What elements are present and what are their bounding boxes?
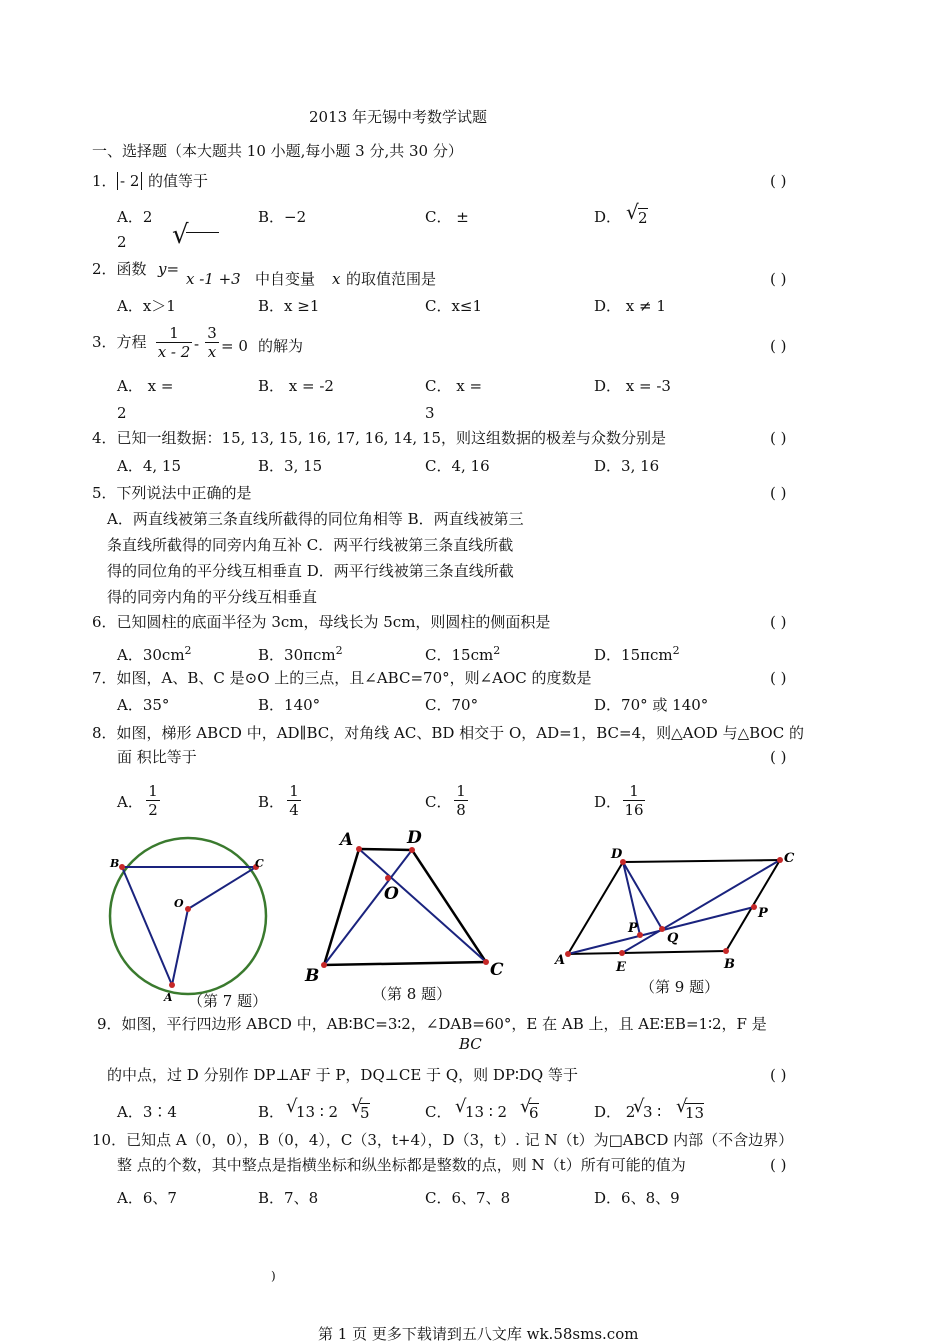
- q8-option-b-fraction: $\frac{1}{4}$: [287, 782, 301, 819]
- q8-text-2: 面 积比等于: [117, 748, 197, 766]
- q9-text-2: 的中点，过 D 分别作 DP⊥AF 于 P，DQ⊥CE 于 Q，则 DP∶DQ 等于: [107, 1066, 579, 1084]
- q3-option-c-value: 3: [425, 404, 435, 422]
- q8-option-c: C．: [425, 793, 452, 811]
- q2-option-b: B．x ≥1: [258, 297, 320, 315]
- fig9-label-d: D: [611, 847, 623, 862]
- q4-option-c: C．4, 16: [425, 457, 490, 475]
- q2-variable: x: [332, 270, 341, 288]
- q5-text: 5．下列说法中正确的是: [92, 484, 252, 502]
- q7-option-a: A．35°: [117, 696, 170, 714]
- q8-option-a: A．: [117, 793, 143, 811]
- fig8-label-b: B: [305, 966, 320, 986]
- q5-options-line-1: A．两直线被第三条直线所截得的同位角相等 B．两直线被第三: [107, 510, 524, 528]
- q10-text: 10．已知点 A（0，0），B（0，4），C（3，t+4），D（3，t）. 记 N（t）为□ABCD 内部（不含边界）: [92, 1131, 794, 1149]
- q9-text: 9．如图，平行四边形 ABCD 中，AB∶BC=3∶2，∠DAB=60°，E 在 AB 上，且 AE∶EB=1∶2，F 是: [97, 1015, 767, 1033]
- q6-answer-paren: ( ): [770, 613, 787, 631]
- figure-8: [300, 825, 510, 985]
- q7-text: 7．如图，A、B、C 是⊙O 上的三点，且∠ABC=70°，则∠AOC 的度数是: [92, 669, 592, 687]
- q10-text-2: 整 点的个数，其中整点是指横坐标和纵坐标都是整数的点，则 N（t）所有可能的值为: [117, 1156, 686, 1174]
- q3-equation-rhs: = 0: [221, 337, 248, 355]
- q8-option-b: B．: [258, 793, 285, 811]
- figure-7: [100, 825, 280, 1015]
- q3-option-a-value: 2: [117, 404, 127, 422]
- q9-option-b-value-2: 5: [360, 1104, 370, 1122]
- q2-function-y: y=: [158, 260, 180, 278]
- sqrt-icon: √: [455, 1096, 467, 1117]
- q6-text: 6．已知圆柱的底面半径为 3cm，母线长为 5cm，则圆柱的侧面积是: [92, 613, 551, 631]
- q2-option-a: A．x＞1: [117, 297, 176, 315]
- q4-answer-paren: ( ): [770, 429, 787, 447]
- q8-option-c-fraction: $\frac{1}{8}$: [454, 782, 468, 819]
- q6-option-a: A．$30cm^2$: [117, 644, 192, 664]
- q9-option-b: B．: [258, 1103, 285, 1121]
- q1-option-c-value: 2: [117, 233, 127, 251]
- q4-option-d: D．3, 16: [594, 457, 660, 475]
- sqrt-icon: √: [520, 1096, 532, 1117]
- q9-option-d: D． 2: [594, 1103, 636, 1121]
- fig7-label-c: C: [255, 857, 264, 870]
- q7-option-c: C．70°: [425, 696, 479, 714]
- sqrt-icon: √: [172, 220, 189, 250]
- q1-answer-paren: ( ): [770, 172, 787, 190]
- page-footer: 第 1 页 更多下载请到五八文库 wk.58sms.com: [318, 1325, 639, 1343]
- q8-option-d: D．: [594, 793, 622, 811]
- q6-option-c: C．$15cm^2$: [425, 644, 501, 664]
- fig9-label-e: E: [616, 960, 626, 975]
- q2-answer-paren: ( ): [770, 270, 787, 288]
- fig7-label-o: O: [174, 897, 184, 910]
- fig8-label-c: C: [490, 960, 504, 980]
- sqrt-icon: √: [626, 200, 639, 224]
- q1-text: 的值等于: [148, 172, 209, 190]
- q2-text2: 的取值范围是: [346, 270, 437, 288]
- stray-paren: ): [271, 1269, 276, 1283]
- q4-text: 4．已知一组数据：15, 13, 15, 16, 17, 16, 14, 15，则这组数据的极差与众数分别是: [92, 429, 666, 447]
- fig8-label-d: D: [407, 828, 422, 848]
- sqrt-bar: [186, 232, 219, 233]
- fig7-label-b: B: [110, 857, 120, 870]
- q1-option-c: C． ±: [425, 208, 469, 226]
- q1-option-d-value: 2: [638, 209, 648, 227]
- q1-option-a: A．2: [117, 208, 153, 226]
- page-title: 2013 年无锡中考数学试题: [309, 108, 487, 126]
- q3-option-c: C． x =: [425, 377, 483, 395]
- q10-option-a: A．6、7: [117, 1189, 177, 1207]
- q5-options-line-3: 得的同位角的平分线互相垂直 D．两平行线被第三条直线所截: [107, 562, 514, 580]
- q3-number: 3．方程: [92, 333, 147, 351]
- q5-options-line-4: 得的同旁内角的平分线互相垂直: [107, 588, 318, 606]
- fig9-caption: （第 9 题）: [640, 978, 720, 996]
- q5-answer-paren: ( ): [770, 484, 787, 502]
- q9-option-b-value: 13 ∶ 2: [296, 1103, 339, 1121]
- q9-option-c-value: 13 ∶ 2: [465, 1103, 508, 1121]
- q3-option-a: A． x =: [117, 377, 174, 395]
- fig9-label-b: B: [724, 957, 735, 972]
- q9-answer-paren: ( ): [770, 1066, 787, 1084]
- q3-answer-paren: ( ): [770, 337, 787, 355]
- q2-option-d: D． x ≠ 1: [594, 297, 666, 315]
- q3-option-b: B． x = -2: [258, 377, 334, 395]
- q9-option-a: A．3∶4: [117, 1103, 177, 1121]
- q8-text: 8．如图，梯形 ABCD 中，AD∥BC，对角线 AC、BD 相交于 O，AD=1，BC=4，则△AOD 与△BOC 的: [92, 724, 804, 742]
- q4-option-a: A．4, 15: [117, 457, 181, 475]
- sqrt-icon: √: [633, 1096, 645, 1117]
- q10-answer-paren: ( ): [770, 1156, 787, 1174]
- q5-options-line-2: 条直线所截得的同旁内角互补 C．两平行线被第三条直线所截: [107, 536, 514, 554]
- q8-answer-paren: ( ): [770, 748, 787, 766]
- fig9-label-a: A: [555, 953, 566, 968]
- fig9-label-p: P: [628, 921, 638, 936]
- q10-option-b: B．7、8: [258, 1189, 319, 1207]
- q9-bc: BC: [459, 1035, 482, 1053]
- q7-answer-paren: ( ): [770, 669, 787, 687]
- q9-option-d-value: 3 ∶: [643, 1103, 662, 1121]
- q3-fraction-2: $\frac{3}{x}$: [205, 324, 219, 361]
- q10-option-c: C．6、7、8: [425, 1189, 511, 1207]
- q3-minus: -: [194, 335, 200, 353]
- q1-option-b: B．−2: [258, 208, 307, 226]
- sqrt-icon: √: [286, 1096, 298, 1117]
- fig7-label-a: A: [164, 991, 173, 1004]
- q6-option-d: D．15πcm$^2$: [594, 644, 680, 664]
- section-heading: 一、选择题（本大题共 10 小题,每小题 3 分,共 30 分）: [92, 142, 463, 160]
- q1-number: 1．: [92, 172, 117, 190]
- q9-option-d-value-2: 13: [685, 1104, 705, 1122]
- q6-option-b: B．30πcm$^2$: [258, 644, 343, 664]
- q3-text: 的解为: [258, 337, 304, 355]
- q3-option-d: D． x = -3: [594, 377, 671, 395]
- q1-abs-value: - 2: [117, 172, 142, 190]
- q8-option-d-fraction: $\frac{1}{16}$: [624, 782, 644, 819]
- q1-option-d: D．: [594, 208, 622, 226]
- q9-option-c-value-2: 6: [529, 1104, 539, 1122]
- fig8-label-a: A: [340, 830, 354, 850]
- fig9-label-p-right: P: [758, 906, 768, 921]
- q3-fraction-1: $\frac{1}{x - 2}$: [157, 324, 191, 361]
- q7-option-b: B．140°: [258, 696, 321, 714]
- q7-option-d: D．70° 或 140°: [594, 696, 709, 714]
- fig9-label-q: Q: [667, 931, 679, 946]
- fig7-caption: （第 7 题）: [188, 992, 268, 1010]
- sqrt-icon: √: [676, 1096, 688, 1117]
- q2-option-c: C．x≤1: [425, 297, 483, 315]
- fig8-caption: （第 8 题）: [372, 985, 452, 1003]
- q2-expression: x -1 +3: [186, 270, 241, 288]
- fig8-label-o: O: [384, 884, 399, 904]
- q9-option-c: C．: [425, 1103, 452, 1121]
- q2-number: 2．函数: [92, 260, 147, 278]
- q10-option-d: D．6、8、9: [594, 1189, 680, 1207]
- q4-option-b: B．3, 15: [258, 457, 323, 475]
- fig9-label-c: C: [784, 851, 795, 866]
- figure-9: [550, 840, 810, 980]
- q2-text: 中自变量: [255, 270, 316, 288]
- q8-option-a-fraction: $\frac{1}{2}$: [146, 782, 160, 819]
- sqrt-icon: √: [351, 1096, 363, 1117]
